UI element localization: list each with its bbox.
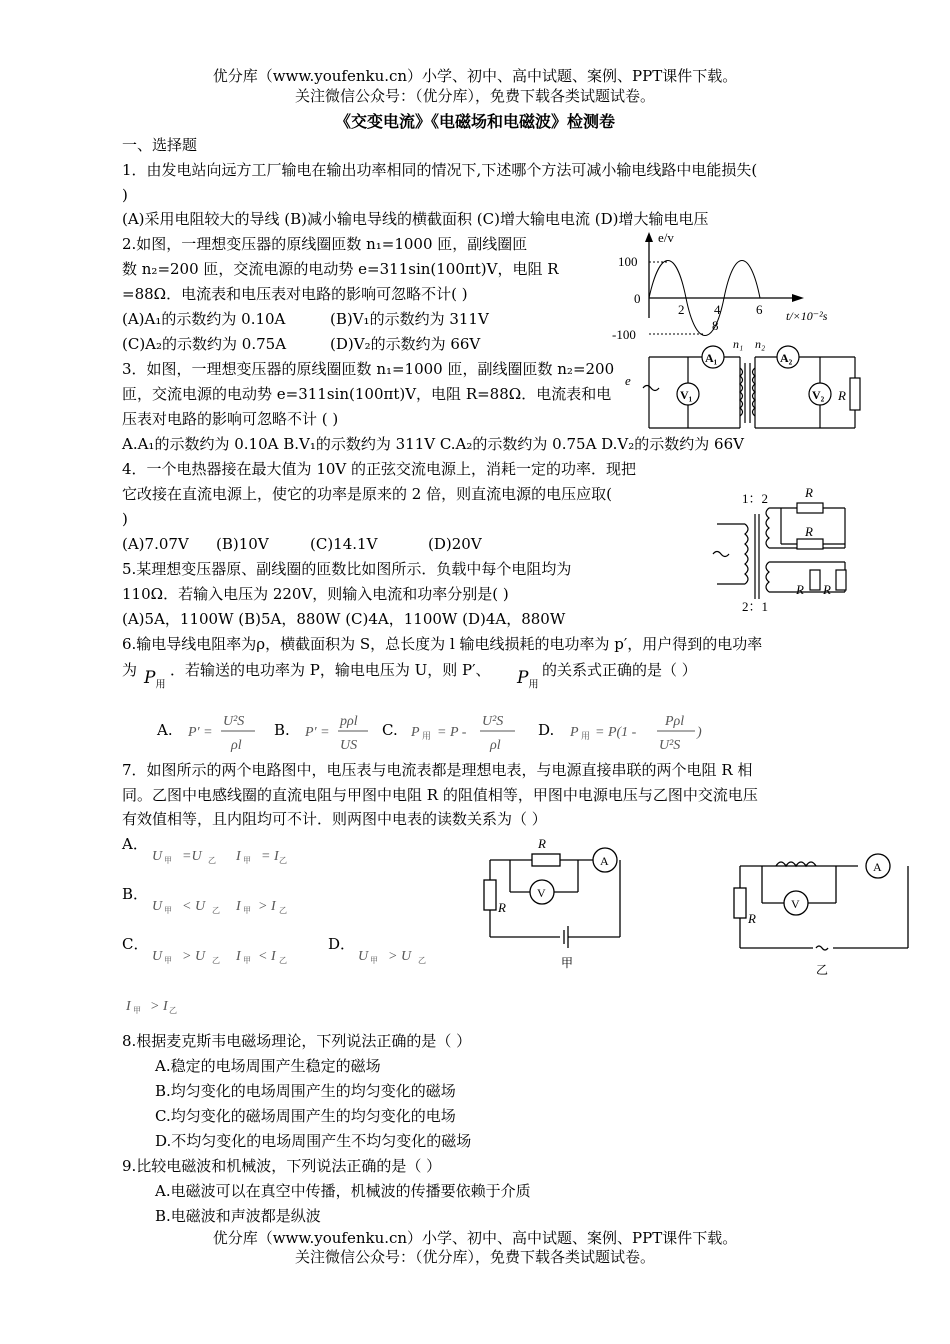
q4-line2: 它改接在直流电源上，使它的功率是原来的 2 倍，则直流电源的电压应取( <box>122 485 612 503</box>
svg-text:< I: < I <box>258 949 276 964</box>
svg-text:U: U <box>152 849 163 864</box>
svg-text:Pρl: Pρl <box>665 714 685 729</box>
q3-line1: 3．如图，一理想变压器的原线圈匝数 n₁=1000 匝，副线圈匝数 n₂=200 <box>122 360 615 378</box>
transformer-circuit <box>643 346 860 428</box>
q7-line3: 有效值相等，且内阻均可不计．则两图中电表的读数关系为（ ） <box>122 810 547 828</box>
q2-line3: =88Ω．电流表和电压表对电路的影响可忽略不计( ) <box>122 285 468 303</box>
svg-text:): ) <box>697 725 702 740</box>
graph-y-bottom: -100 <box>612 327 636 342</box>
svg-text:I: I <box>126 999 131 1014</box>
q4-line3: ) <box>122 510 128 528</box>
q8-option-b: B.均匀变化的电场周围产生的均匀变化的磁场 <box>155 1082 456 1100</box>
q7-option-b: B． <box>122 885 149 903</box>
q8-option-a: A.稳定的电场周围产生稳定的磁场 <box>155 1057 381 1075</box>
voltmeter-v1-label: V₁ <box>680 388 693 402</box>
svg-text:甲: 甲 <box>243 906 251 915</box>
r-label-1: R <box>805 485 813 500</box>
q6-option-a: A. <box>157 721 173 739</box>
graph-x-tick-8: 8 <box>712 318 719 333</box>
q2-line1: 2.如图，一理想变压器的原线圈匝数 n₁=1000 匝，副线圈匝 <box>122 235 528 253</box>
svg-text:ρl: ρl <box>231 738 242 753</box>
svg-text:甲: 甲 <box>243 956 251 965</box>
q7-option-a: A． <box>122 835 148 853</box>
q6-option-c: C. <box>382 721 398 739</box>
svg-text:I: I <box>236 899 241 914</box>
q3-line2: 匝，交流电源的电动势 e=311sin(100πt)V，电阻 R=88Ω．电流表和电 <box>122 385 612 403</box>
section-heading: 一、选择题 <box>122 136 198 154</box>
svg-text:用: 用 <box>581 731 591 741</box>
q6-p-user-symbol-1: $P_用$ <box>144 668 166 691</box>
svg-text:乙: 乙 <box>279 956 287 965</box>
svg-text:乙: 乙 <box>279 906 287 915</box>
svg-text:> U: > U <box>388 949 412 964</box>
graph-x-tick-2: 2 <box>678 302 685 317</box>
q6-line2a: 为 <box>122 661 138 679</box>
q2-option-a: (A)A₁的示数约为 0.10A <box>122 310 286 328</box>
q6-option-d: D. <box>538 721 555 739</box>
svg-text:= I: = I <box>261 849 279 864</box>
svg-text:甲: 甲 <box>164 956 172 965</box>
jia-r-left: R <box>498 900 506 915</box>
graph-y-top: 100 <box>618 254 638 269</box>
q9-option-b: B.电磁波和声波都是纵波 <box>155 1207 321 1225</box>
q6-p-user-symbol-2: $P_用$ <box>517 668 539 691</box>
q5-transformer-figure <box>705 484 855 614</box>
svg-text:用: 用 <box>422 731 432 741</box>
r-label-2: R <box>805 524 813 539</box>
q4-line1: 4．一个电热器接在最大值为 10V 的正弦交流电源上，消耗一定的功率．现把 <box>122 460 637 478</box>
q8-stem: 8.根据麦克斯韦电磁场理论，下列说法正确的是（ ） <box>122 1032 472 1050</box>
jia-ammeter: A <box>600 854 609 868</box>
ratio-bottom-label: 2：1 <box>742 599 769 614</box>
q7-line2: 同。乙图中电感线圈的直流电阻与甲图中电阻 R 的阻值相等，甲图中电源电压与乙图中交流电压 <box>122 786 758 804</box>
svg-text:P′ =: P′ = <box>305 725 330 740</box>
q2-option-d: (D)V₂的示数约为 66V <box>330 335 481 353</box>
q7-option-d: D． <box>328 935 356 953</box>
q2-option-c: (C)A₂的示数约为 0.75A <box>122 335 287 353</box>
voltmeter-v2-label: V₂ <box>812 388 825 402</box>
q1-stem: 1．由发电站向远方工厂输电在输出功率相同的情况下,下述哪个方法可减小输电线路中电能损失( <box>122 161 758 179</box>
q2-option-b: (B)V₁的示数约为 311V <box>330 310 489 328</box>
r-label-3: R <box>796 582 804 597</box>
q6-option-b: B. <box>274 721 290 739</box>
q8-option-c: C.均匀变化的磁场周围产生的均匀变化的电场 <box>155 1107 456 1125</box>
svg-text:乙: 乙 <box>212 956 220 965</box>
svg-text:= P(1 -: = P(1 - <box>595 725 637 740</box>
caption-jia: 甲 <box>561 956 574 970</box>
q6-formula-row <box>185 707 715 755</box>
caption-yi: 乙 <box>816 963 829 977</box>
svg-text:甲: 甲 <box>164 906 172 915</box>
resistor-r-label: R <box>838 388 846 403</box>
svg-text:P′ =: P′ = <box>188 725 213 740</box>
svg-text:乙: 乙 <box>212 906 220 915</box>
svg-text:I: I <box>236 949 241 964</box>
q9-stem: 9.比较电磁波和机械波，下列说法正确的是（ ） <box>122 1157 442 1175</box>
svg-text:> U: > U <box>182 949 206 964</box>
ac-graph-and-transformer-figure <box>600 228 860 440</box>
svg-text:乙: 乙 <box>418 956 426 965</box>
svg-text:甲: 甲 <box>370 956 378 965</box>
q4-option-b: (B)10V <box>216 535 269 553</box>
svg-text:P: P <box>570 725 579 740</box>
q3-line3: 压表对电路的影响可忽略不计 ( ) <box>122 410 339 428</box>
jia-r-top: R <box>538 836 546 851</box>
site-footer-line2: 关注微信公众号：（优分库），免费下载各类试题试卷。 <box>294 1248 655 1266</box>
graph-x-tick-6: 6 <box>756 302 763 317</box>
svg-text:U: U <box>358 949 369 964</box>
q6-line1: 6.输电导线电阻率为ρ，横截面积为 S，总长度为 l 输电线损耗的电功率为 p′，用户得到的电功率 <box>122 635 763 653</box>
svg-text:乙: 乙 <box>279 856 287 865</box>
site-header-line2: 关注微信公众号：（优分库），免费下载各类试题试卷。 <box>294 87 655 105</box>
q7-option-c: C． <box>122 935 149 953</box>
q5-line1: 5.某理想变压器原、副线圈的匝数比如图所示．负载中每个电阻均为 <box>122 560 572 578</box>
svg-text:> I: > I <box>258 899 276 914</box>
q1-stem-end: ) <box>122 186 128 204</box>
q6-line2b: ．若输送的电功率为 P，输电电压为 U，则 P′、 <box>170 661 491 679</box>
svg-text:U²S: U²S <box>482 714 504 729</box>
graph-x-label: t/×10⁻²s <box>786 309 828 323</box>
svg-text:甲: 甲 <box>133 1006 141 1015</box>
svg-text:ρl: ρl <box>490 738 501 753</box>
q5-options: (A)5A，1100W (B)5A，880W (C)4A，1100W (D)4A，880W <box>122 610 566 628</box>
q1-options: (A)采用电阻较大的导线 (B)减小输电导线的横截面积 (C)增大输电电流 (D)增大输电电压 <box>122 210 709 228</box>
ammeter-a2-label: A₂ <box>780 351 793 365</box>
yi-ammeter: A <box>873 860 882 874</box>
svg-text:甲: 甲 <box>164 856 172 865</box>
svg-text:= P -: = P - <box>437 725 467 740</box>
coil-n2-label: n₂ <box>755 337 766 351</box>
ammeter-a1-label: A₁ <box>705 351 718 365</box>
svg-text:U: U <box>152 949 163 964</box>
q6-line2c: 的关系式正确的是（ ） <box>542 661 697 679</box>
svg-text:> I: > I <box>150 999 168 1014</box>
page-title: 《交变电流》《电磁场和电磁波》检测卷 <box>334 112 615 131</box>
site-footer-line1: 优分库（www.youfenku.cn）小学、初中、高中试题、案例、PPT课件下载。 <box>212 1229 738 1247</box>
svg-text:P: P <box>411 725 420 740</box>
q5-line2: 110Ω．若输入电压为 220V，则输入电流和功率分别是( ) <box>122 585 509 603</box>
q3-options: A.A₁的示数约为 0.10A B.V₁的示数约为 311V C.A₂的示数约为 0.75A D.V₂的示数约为 66V <box>122 435 744 453</box>
coil-n1-label: n₁ <box>733 337 744 351</box>
q4-option-a: (A)7.07V <box>122 535 189 553</box>
circuit-yi <box>728 848 918 978</box>
q4-option-c: (C)14.1V <box>310 535 378 553</box>
svg-text:U: U <box>152 899 163 914</box>
svg-text:U²S: U²S <box>223 714 245 729</box>
q7-option-formulas <box>126 840 448 1020</box>
emf-time-graph <box>612 230 828 342</box>
graph-x-tick-4: 4 <box>714 302 721 317</box>
graph-y-label: e/v <box>658 230 674 245</box>
svg-text:pρl: pρl <box>340 714 358 729</box>
q7-line1: 7．如图所示的两个电路图中，电压表与电流表都是理想电表，与电源直接串联的两个电阻 R 相 <box>122 761 753 779</box>
yi-r-left: R <box>748 911 756 926</box>
ratio-top-label: 1：2 <box>742 491 769 506</box>
svg-text:I: I <box>236 849 241 864</box>
svg-text:甲: 甲 <box>243 856 251 865</box>
site-header-line1: 优分库（www.youfenku.cn）小学、初中、高中试题、案例、PPT课件下载。 <box>212 67 738 85</box>
graph-y-zero: 0 <box>634 291 641 306</box>
svg-text:=U: =U <box>182 849 202 864</box>
q8-option-d: D.不均匀变化的电场周围产生不均匀变化的磁场 <box>155 1132 472 1150</box>
jia-voltmeter: V <box>537 886 546 900</box>
r-label-4: R <box>823 582 831 597</box>
source-e-label: e <box>625 373 631 388</box>
svg-text:U²S: U²S <box>659 738 681 753</box>
svg-text:< U: < U <box>182 899 206 914</box>
yi-voltmeter: V <box>791 897 800 911</box>
q9-option-a: A.电磁波可以在真空中传播，机械波的传播要依赖于介质 <box>155 1182 531 1200</box>
q4-option-d: (D)20V <box>428 535 482 553</box>
circuit-jia <box>480 832 640 972</box>
q2-line2: 数 n₂=200 匝，交流电源的电动势 e=311sin(100πt)V，电阻 R <box>122 260 559 278</box>
svg-text:US: US <box>340 738 358 753</box>
svg-text:乙: 乙 <box>169 1006 177 1015</box>
svg-text:乙: 乙 <box>208 856 216 865</box>
